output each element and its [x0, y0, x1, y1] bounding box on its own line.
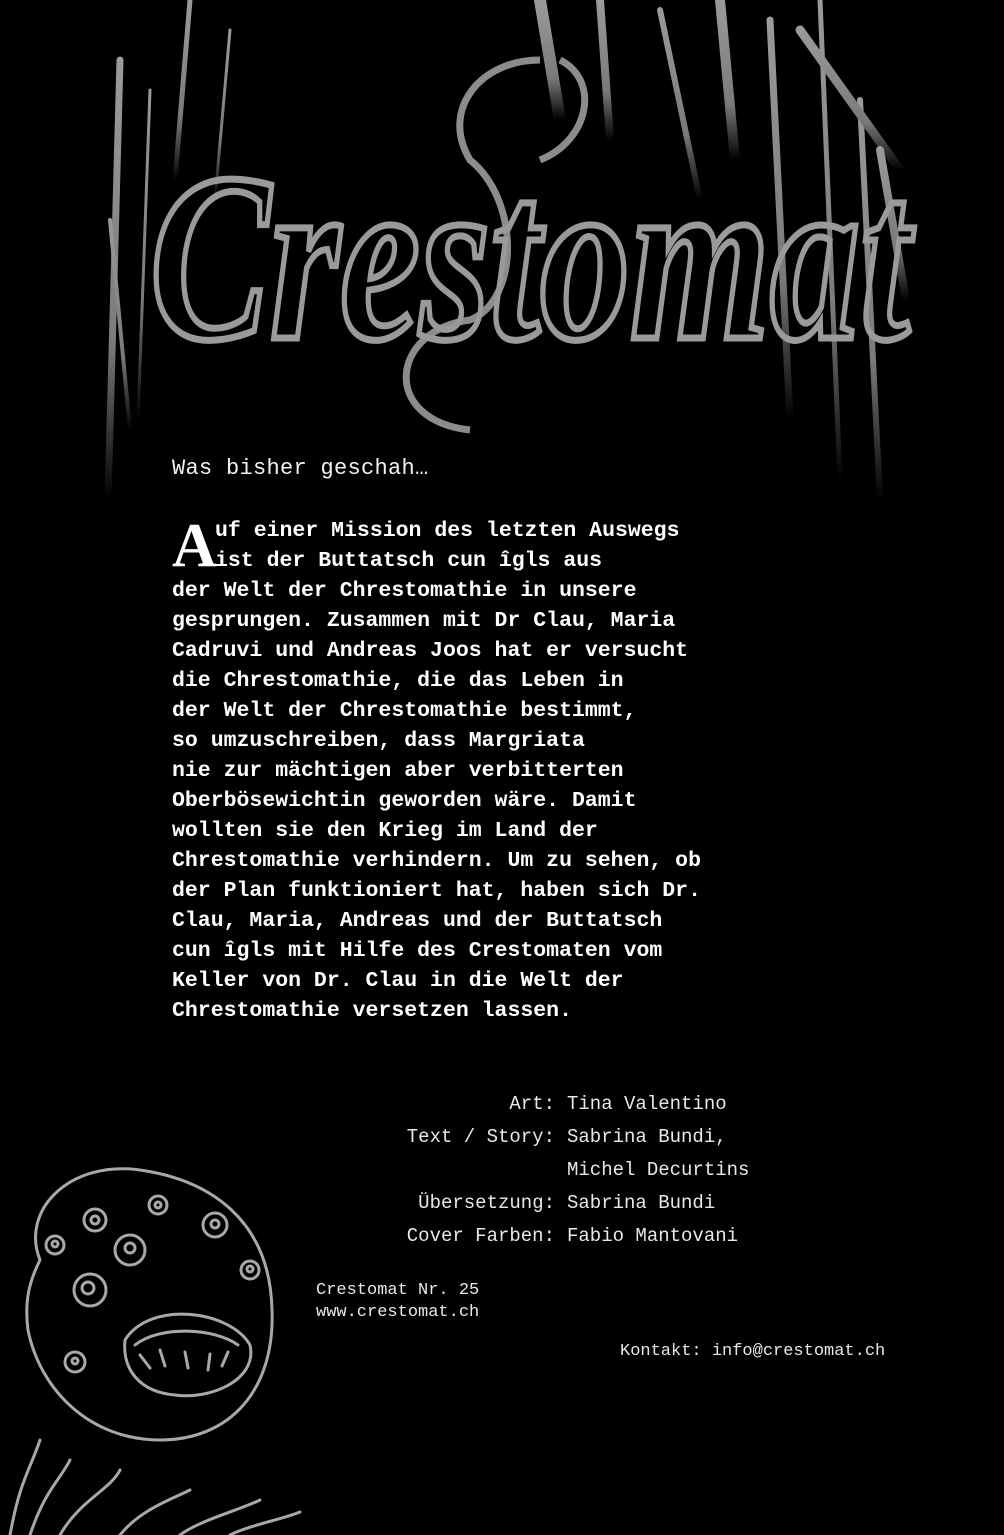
credit-value: Fabio Mantovani: [567, 1225, 739, 1247]
credit-value: Sabrina Bundi,: [567, 1126, 727, 1148]
story-line: Keller von Dr. Clau in die Welt der: [172, 969, 624, 993]
eye-7: [65, 1352, 85, 1372]
credit-row-text-story: [300, 1123, 820, 1156]
credit-label: Cover Farben:: [406, 1225, 555, 1247]
contact-email[interactable]: Kontakt: info@crestomat.ch: [620, 1342, 886, 1361]
credits-list: [300, 1090, 820, 1255]
credit-value: Tina Valentino: [567, 1093, 727, 1115]
grass: [10, 1440, 300, 1535]
story-line: die Chrestomathie, die das Leben in: [172, 669, 624, 693]
story-line: der Plan funktioniert hat, haben sich Dr.: [172, 879, 701, 903]
buttatsch-creature: [0, 1140, 320, 1535]
credit-label: [300, 1156, 555, 1189]
eye-5: [74, 1274, 106, 1306]
story-line: Oberbösewichtin geworden wäre. Damit: [172, 789, 637, 813]
story-line: nie zur mächtigen aber verbitterten: [172, 759, 624, 783]
eye-3: [149, 1196, 167, 1214]
website-link[interactable]: www.crestomat.ch: [316, 1303, 480, 1322]
credit-row-text-story-cont: [300, 1156, 820, 1189]
credit-row-art: [300, 1090, 820, 1123]
eye-8: [241, 1261, 259, 1279]
story-line: cun îgls mit Hilfe des Crestomaten vom: [172, 939, 663, 963]
eye-2: [115, 1235, 145, 1265]
story-text: [172, 512, 812, 1026]
story-line: der Welt der Chrestomathie bestimmt,: [172, 699, 637, 723]
credit-value: Sabrina Bundi: [567, 1192, 716, 1214]
story-line: Cadruvi und Andreas Joos hat er versucht: [172, 639, 689, 663]
story-line: wollten sie den Krieg im Land der: [172, 819, 598, 843]
credit-value: Michel Decurtins: [567, 1159, 750, 1181]
issue-number: Crestomat Nr. 25: [316, 1281, 480, 1300]
eye-6: [46, 1236, 64, 1254]
story-line: Chrestomathie verhindern. Um zu sehen, ob: [172, 849, 701, 873]
story-line: Chrestomathie versetzen lassen.: [172, 999, 572, 1023]
story-line: Clau, Maria, Andreas und der Buttatsch: [172, 909, 663, 933]
story-line: der Welt der Chrestomathie in unsere: [172, 579, 637, 603]
credit-label: Übersetzung:: [418, 1192, 555, 1214]
creature-mouth: [125, 1314, 251, 1396]
story-line: gesprungen. Zusammen mit Dr Clau, Maria: [172, 609, 676, 633]
eye-1: [84, 1209, 106, 1231]
story-line: so umzuschreiben, dass Margriata: [172, 729, 585, 753]
drop-cap: A: [172, 512, 217, 580]
credit-label: Text / Story:: [406, 1126, 555, 1148]
credit-row-cover-colors: [300, 1222, 820, 1255]
logo-wordmark: Crestomat: [150, 124, 915, 390]
recap-heading: Was bisher geschah…: [172, 456, 429, 481]
story-line: ist der Buttatsch cun îgls aus: [215, 549, 603, 573]
eye-4: [203, 1213, 227, 1237]
story-line: uf einer Mission des letzten Auswegs: [215, 519, 680, 543]
credit-row-translation: [300, 1189, 820, 1222]
issue-info: [316, 1280, 479, 1324]
credit-label: Art:: [509, 1093, 555, 1115]
crestomat-logo: [0, 0, 1004, 520]
